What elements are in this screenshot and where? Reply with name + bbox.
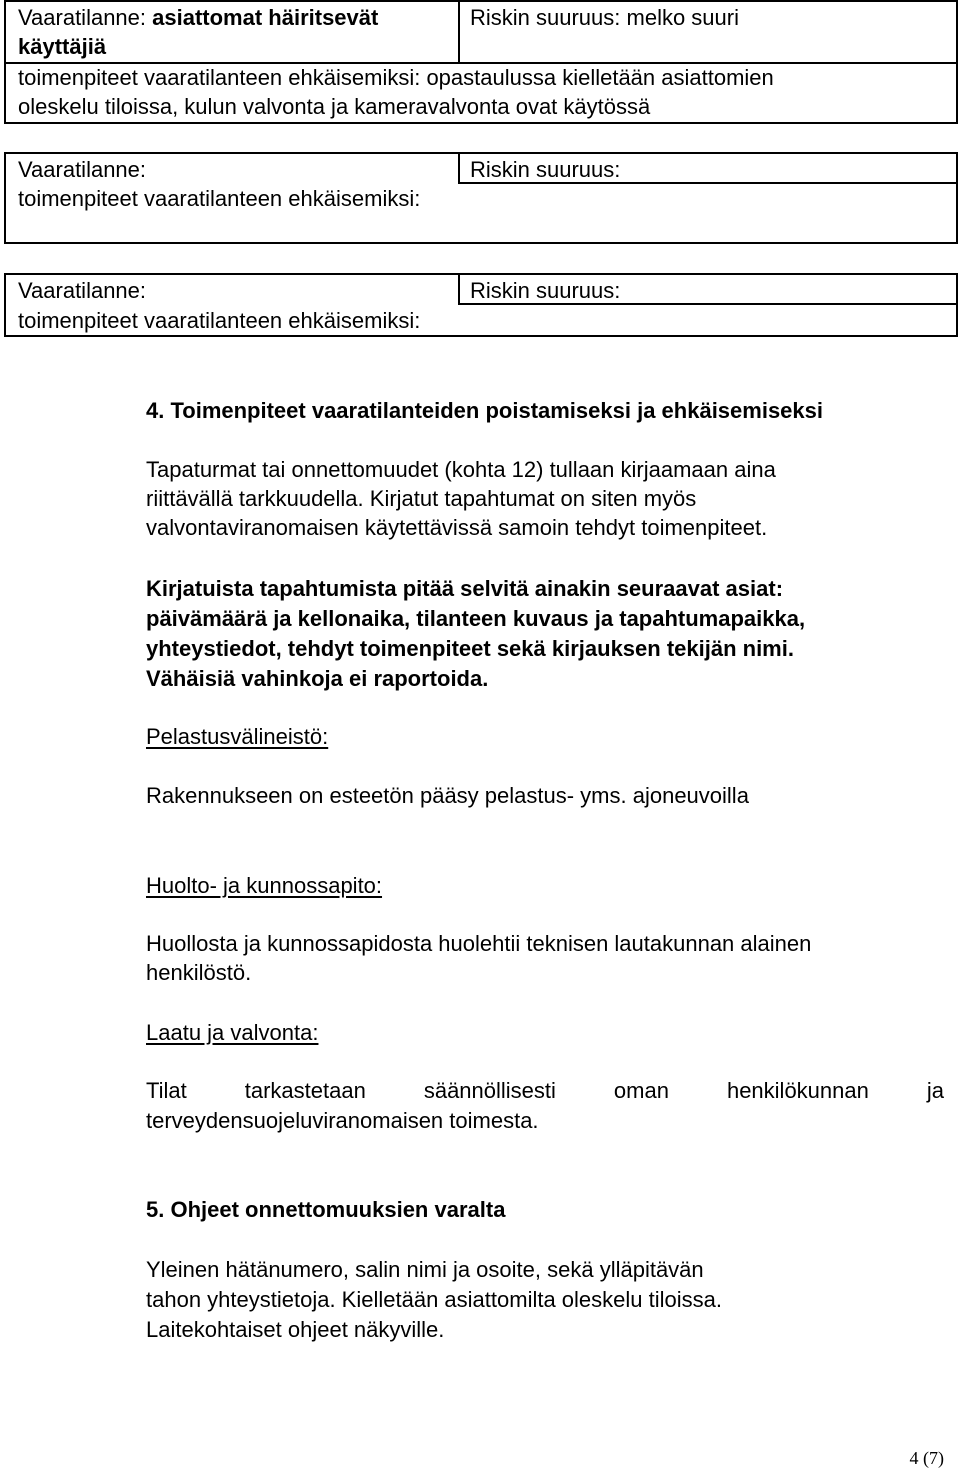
risk-value: Riskin suuruus: melko suuri [470,5,739,30]
section-5-text-line2: tahon yhteystietoja. Kielletään asiattomilta oleskelu tiloissa. [146,1287,722,1312]
section-4-para1-line1: Tapaturmat tai onnettomuudet (kohta 12) tullaan kirjaamaan aina [146,457,776,482]
maintenance-text-line2: henkilöstö. [146,960,252,985]
measures-line2: oleskelu tiloissa, kulun valvonta ja kameravalvonta ovat käytössä [18,94,651,119]
quality-text-line2: terveydensuojeluviranomaisen toimesta. [146,1108,539,1133]
section-5-text-line3: Laitekohtaiset ohjeet näkyville. [146,1317,445,1342]
measures-line1: toimenpiteet vaaratilanteen ehkäisemiksi: opastaulussa kielletään asiattomien [18,65,774,90]
section-4-para1-line3: valvontaviranomaisen käytettävissä samoin tehdyt toimenpiteet. [146,515,768,540]
hazard-table-1-divider [458,0,460,64]
hazard-value-line2: käyttäjiä [18,34,107,59]
section-4-para2-line2: päivämäärä ja kellonaika, tilanteen kuvaus ja tapahtumapaikka, [146,606,806,631]
measures-label-3: toimenpiteet vaaratilanteen ehkäisemiksi: [18,308,421,333]
section-4-para2-line1: Kirjatuista tapahtumista pitää selvitä ainakin seuraavat asiat: [146,576,784,601]
hazard-label-2: Vaaratilanne: [18,157,147,182]
measures-label-2: toimenpiteet vaaratilanteen ehkäisemiksi: [18,186,421,211]
quality-text-line1: Tilat tarkastetaan säännöllisesti oman henkilökunnan ja [146,1078,944,1103]
hazard-table-2-divider [458,152,460,184]
hazard-table-3-divider [458,273,460,305]
page-number: 4 (7) [909,1448,944,1468]
section-5-text-line1: Yleinen hätänumero, salin nimi ja osoite, sekä ylläpitävän [146,1257,704,1282]
maintenance-text-line1: Huollosta ja kunnossapidosta huolehtii teknisen lautakunnan alainen [146,931,812,956]
section-4-heading: 4. Toimenpiteet vaaratilanteiden poistamiseksi ja ehkäisemiseksi [146,398,824,423]
hazard-label-3: Vaaratilanne: [18,278,147,303]
hazard-label: Vaaratilanne: asiattomat häiritsevät [18,5,379,30]
quality-heading: Laatu ja valvonta: [146,1020,319,1045]
section-5-heading: 5. Ohjeet onnettomuuksien varalta [146,1197,506,1222]
section-4-para1-line2: riittävällä tarkkuudella. Kirjatut tapahtumat on siten myös [146,486,697,511]
hazard-value: asiattomat häiritsevät [152,5,379,30]
rescue-equipment-heading: Pelastusvälineistö: [146,724,329,749]
section-4-para2-line3: yhteystiedot, tehdyt toimenpiteet sekä kirjauksen tekijän nimi. [146,636,794,661]
rescue-equipment-text: Rakennukseen on esteetön pääsy pelastus- yms. ajoneuvoilla [146,783,749,808]
section-4-para2-line4: Vähäisiä vahinkoja ei raportoida. [146,666,489,691]
risk-label-2: Riskin suuruus: [470,157,621,182]
risk-label-3: Riskin suuruus: [470,278,621,303]
maintenance-heading: Huolto- ja kunnossapito: [146,873,383,898]
